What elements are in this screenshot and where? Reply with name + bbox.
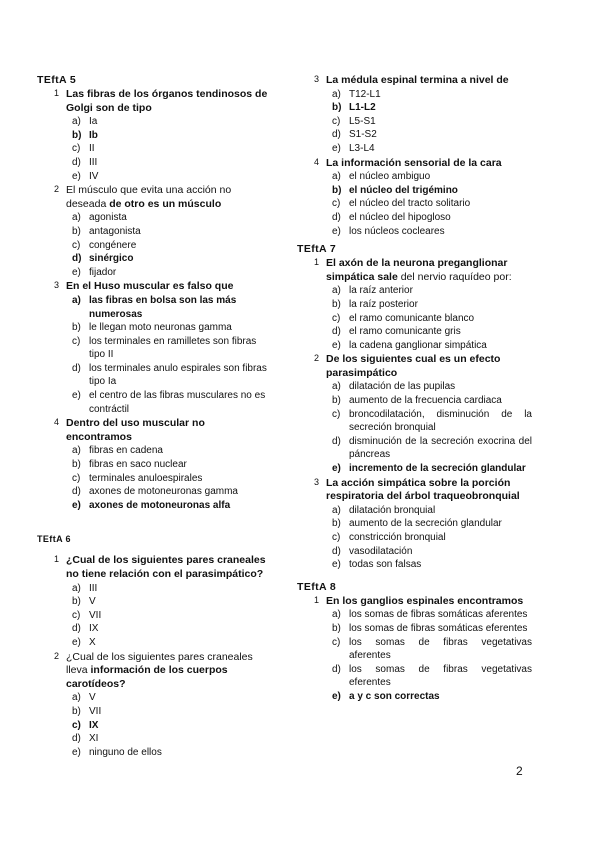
option-letter: d) [72,623,81,635]
option-letter: e) [332,225,341,237]
page-number: 2 [516,764,523,778]
option-text: XI [89,733,99,745]
option [72,485,273,499]
question-number: 1 [314,257,320,268]
option [72,609,273,623]
question-stem [326,257,532,284]
left-column [37,74,273,760]
option-text: III [89,582,98,594]
option [72,691,273,705]
question-stem [66,554,273,581]
option-text: el núcleo ambiguo [349,171,431,183]
option-letter: b) [72,596,81,608]
question-text: En los ganglios espinales encontramos [326,594,524,607]
question-text: Dentro del uso muscular no encontramos [66,417,205,443]
question-stem [66,88,273,115]
option-letter: a) [72,445,81,457]
option [72,595,273,609]
option-text: el núcleo del tracto solitario [349,198,471,210]
option-text: el centro de las fibras musculares no es contráctil [89,390,266,415]
options-list [66,691,273,759]
option-letter: a) [332,381,341,393]
option [332,558,532,572]
option-letter: c) [72,239,81,251]
option-text: Ib [89,129,98,141]
option [72,719,273,733]
option-letter: e) [72,170,81,182]
option-letter: a) [72,116,81,128]
question [297,353,532,475]
option [332,325,532,339]
options-list [326,380,532,475]
option-letter: e) [332,142,341,154]
option-text: V [89,596,96,608]
option-text: el ramo comunicante blanco [349,312,475,324]
option-text: axones de motoneuronas gamma [89,486,238,498]
option-text: disminución de la secreción exocrina del páncreas [349,435,532,461]
option-letter: b) [72,129,82,141]
option [72,129,273,143]
option-letter: b) [72,705,81,717]
option-text: L1-L2 [349,102,376,114]
option-text: los núcleos cocleares [349,225,445,237]
option-letter: e) [72,746,81,758]
option-text: dilatación de las pupilas [349,381,456,393]
option-text: el ramo comunicante gris [349,326,461,338]
option-letter: a) [332,504,341,516]
question-stem [66,417,273,444]
question-number: 4 [54,417,60,428]
option-letter: d) [332,129,341,141]
option-letter: d) [332,435,341,447]
option-letter: b) [332,395,341,407]
option-text: sinérgico [89,253,134,265]
option-text: T12-L1 [349,88,381,100]
option [72,622,273,636]
option-text: terminales anuloespirales [89,472,203,484]
option-text: congénere [89,239,137,251]
option-text: S1-S2 [349,129,377,141]
option-text: VII [89,705,102,717]
option-text: agonista [89,212,127,224]
option-text: fibras en saco nuclear [89,459,187,471]
question-text: De los siguientes cual es un efecto parasimpático [326,353,501,379]
option [72,156,273,170]
option-text: los somas de fibras vegetativas eferentes [349,663,532,689]
option [72,321,273,335]
option-text: los terminales en ramilletes son fibras tipo II [89,335,257,361]
option [72,294,273,321]
options-list [66,294,273,416]
question-text: El músculo que evita una acción no deseada [66,184,232,210]
question-stem [326,74,532,88]
option-text: Ia [89,116,98,128]
option-text: IV [89,170,99,182]
option-letter: a) [332,88,341,100]
option-letter: b) [332,102,342,114]
option-text: antagonista [89,225,141,237]
option-text: fibras en cadena [89,445,163,457]
option [72,705,273,719]
option-text: la raíz anterior [349,285,413,297]
section-title: TEftA 7 [297,243,337,256]
option-letter: c) [72,472,81,484]
option-letter: d) [332,326,341,338]
option [332,170,532,184]
option-letter: d) [72,362,81,374]
options-list [326,88,532,156]
option-text: los somas de fibras somáticas eferentes [349,622,528,634]
option-letter: a) [332,609,341,621]
option [72,458,273,472]
question-number: 3 [314,476,320,487]
question-number: 1 [54,554,60,565]
option-letter: b) [332,184,342,196]
option-text: IX [89,719,99,731]
question-text: ¿Cual de los siguientes pares craneales no tiene relación con el parasimpático? [66,554,266,580]
option-letter: c) [72,335,81,347]
question-number: 3 [314,74,320,84]
option [332,284,532,298]
option-letter: d) [332,211,341,223]
question-text: del nervio raquídeo por: [397,270,512,283]
options-list [66,582,273,650]
section-title: TEftA 6 [37,534,71,545]
question-text: La acción simpática sobre la porción respiratoria del árbol traqueobronquial [326,476,520,503]
option-text: VII [89,609,102,621]
question [37,184,273,279]
option [332,663,532,690]
option-text: axones de motoneuronas alfa [89,499,231,511]
question [297,595,532,704]
option-text: la cadena ganglionar simpática [349,339,487,351]
option [332,142,532,156]
option [332,128,532,142]
option [332,408,532,435]
options-list [66,115,273,183]
question [37,417,273,512]
question-number: 1 [314,594,320,605]
option [72,362,273,389]
option-letter: e) [72,636,81,648]
question-stem [66,280,273,294]
option [72,335,273,362]
option-text: le llegan moto neuronas gamma [89,322,232,334]
option [332,636,532,663]
option [72,636,273,650]
option [72,266,273,280]
option-text: vasodilatación [349,545,413,557]
option-text: broncodilatación, disminución de la secreción bronquial [349,408,532,434]
option-letter: e) [72,390,81,402]
option [332,608,532,622]
question [297,477,532,572]
option-letter: c) [332,408,341,420]
option-letter: d) [72,253,82,265]
options-list [326,170,532,238]
option [72,732,273,746]
option [332,211,532,225]
option-letter: c) [72,609,81,621]
option [72,746,273,760]
option [72,170,273,184]
question-stem [66,184,273,211]
option-text: L3-L4 [349,142,375,154]
option [332,339,532,353]
option-text: aumento de la frecuencia cardiaca [349,395,502,407]
option [332,115,532,129]
option-text: los somas de fibras vegetativas aferentes [349,636,532,662]
question [297,157,532,239]
option [332,225,532,239]
option-text: el núcleo del hipogloso [349,211,451,223]
options-list [326,608,532,703]
option [72,389,273,416]
option-text: los terminales anulo espirales son fibras tipo Ia [89,362,267,388]
option [332,504,532,518]
option [72,225,273,239]
option-letter: d) [332,545,341,557]
question-text: de otro es un músculo [109,197,222,210]
section-title: TEftA 8 [297,580,337,593]
option-letter: a) [72,212,81,224]
question [37,280,273,416]
option-text: todas son falsas [349,559,422,571]
question [37,651,273,760]
option-letter: c) [332,115,341,127]
section-title: TEftA 5 [37,74,77,86]
option-letter: c) [332,532,341,543]
option [332,531,532,545]
option-letter: e) [332,463,341,475]
option [72,211,273,225]
option-text: las fibras en bolsa son las más numerosas [89,294,237,320]
option-letter: d) [72,733,81,745]
right-column [297,74,532,705]
option [72,252,273,266]
question-text: ¿Cual de los siguientes pares craneales lleva [66,650,253,677]
option-letter: b) [72,322,81,334]
question [37,554,273,649]
question-number: 1 [54,88,60,98]
question-text: La información sensorial de la cara [326,156,502,169]
option [332,394,532,408]
question-text: Las fibras de los órganos tendinosos de Golgi son de tipo [66,88,268,114]
option [72,472,273,486]
question-number: 3 [54,280,60,291]
question-number: 4 [314,156,320,167]
question-stem [326,477,532,504]
option-text: III [89,156,98,168]
option-letter: e) [72,266,81,278]
option-letter: b) [332,518,341,530]
option-letter: c) [332,636,341,648]
option [332,545,532,559]
option-text: L5-S1 [349,115,376,127]
option [332,462,532,476]
option [332,690,532,704]
option-letter: d) [332,663,341,675]
question [297,257,532,352]
question-number: 2 [314,353,320,364]
option-letter: a) [72,692,81,704]
option [332,622,532,636]
option [72,499,273,513]
question-stem [326,353,532,380]
option-text: II [89,143,95,155]
option [72,444,273,458]
option-text: X [89,636,96,648]
options-list [66,211,273,279]
question [297,74,532,156]
option [332,197,532,211]
option-letter: c) [332,312,341,324]
option-letter: c) [332,198,341,210]
option-letter: b) [72,459,81,471]
option-letter: d) [72,486,81,498]
option-text: a y c son correctas [349,690,440,702]
question-text: La médula espinal termina a nivel de [326,74,509,86]
option-text: incremento de la secreción glandular [349,463,526,475]
options-list [326,284,532,352]
option [332,88,532,102]
option-letter: e) [332,690,341,702]
option-letter: e) [72,499,81,511]
option-text: la raíz posterior [349,298,418,310]
option-text: constricción bronquial [349,532,446,543]
option-text: fijador [89,266,117,278]
option [332,380,532,394]
option-text: V [89,692,96,704]
option-letter: a) [72,294,81,306]
option [332,312,532,326]
option [72,582,273,596]
option-text: IX [89,623,99,635]
question-number: 2 [54,650,60,661]
option [332,517,532,531]
option-letter: a) [332,285,341,297]
option-letter: d) [72,156,81,168]
question-stem [66,651,273,692]
option [332,435,532,462]
question-stem [326,595,532,609]
options-list [66,444,273,512]
option-letter: a) [72,582,81,594]
options-list [326,504,532,572]
option-text: dilatación bronquial [349,504,436,516]
option-letter: c) [72,719,81,731]
option-letter: b) [332,298,341,310]
option-letter: b) [72,225,81,237]
option-letter: c) [72,143,81,155]
question-text: En el Huso muscular es falso que [66,280,234,293]
question-text: información de los cuerpos carotídeos? [66,664,228,690]
question [37,88,273,183]
question-text: El axón de la neurona preganglionar simpática sale [326,257,508,283]
option-text: el núcleo del trigémino [349,184,458,196]
option [332,101,532,115]
option [72,142,273,156]
option [72,115,273,129]
option [72,239,273,253]
question-stem [326,157,532,171]
option-letter: e) [332,559,341,571]
option-text: los somas de fibras somáticas aferentes [349,609,528,621]
option-text: aumento de la secreción glandular [349,518,502,530]
option-letter: a) [332,171,341,183]
question-number: 2 [54,184,60,195]
option [332,298,532,312]
option-letter: b) [332,622,341,634]
option-letter: e) [332,339,341,351]
option [332,184,532,198]
option-text: ninguno de ellos [89,746,162,758]
